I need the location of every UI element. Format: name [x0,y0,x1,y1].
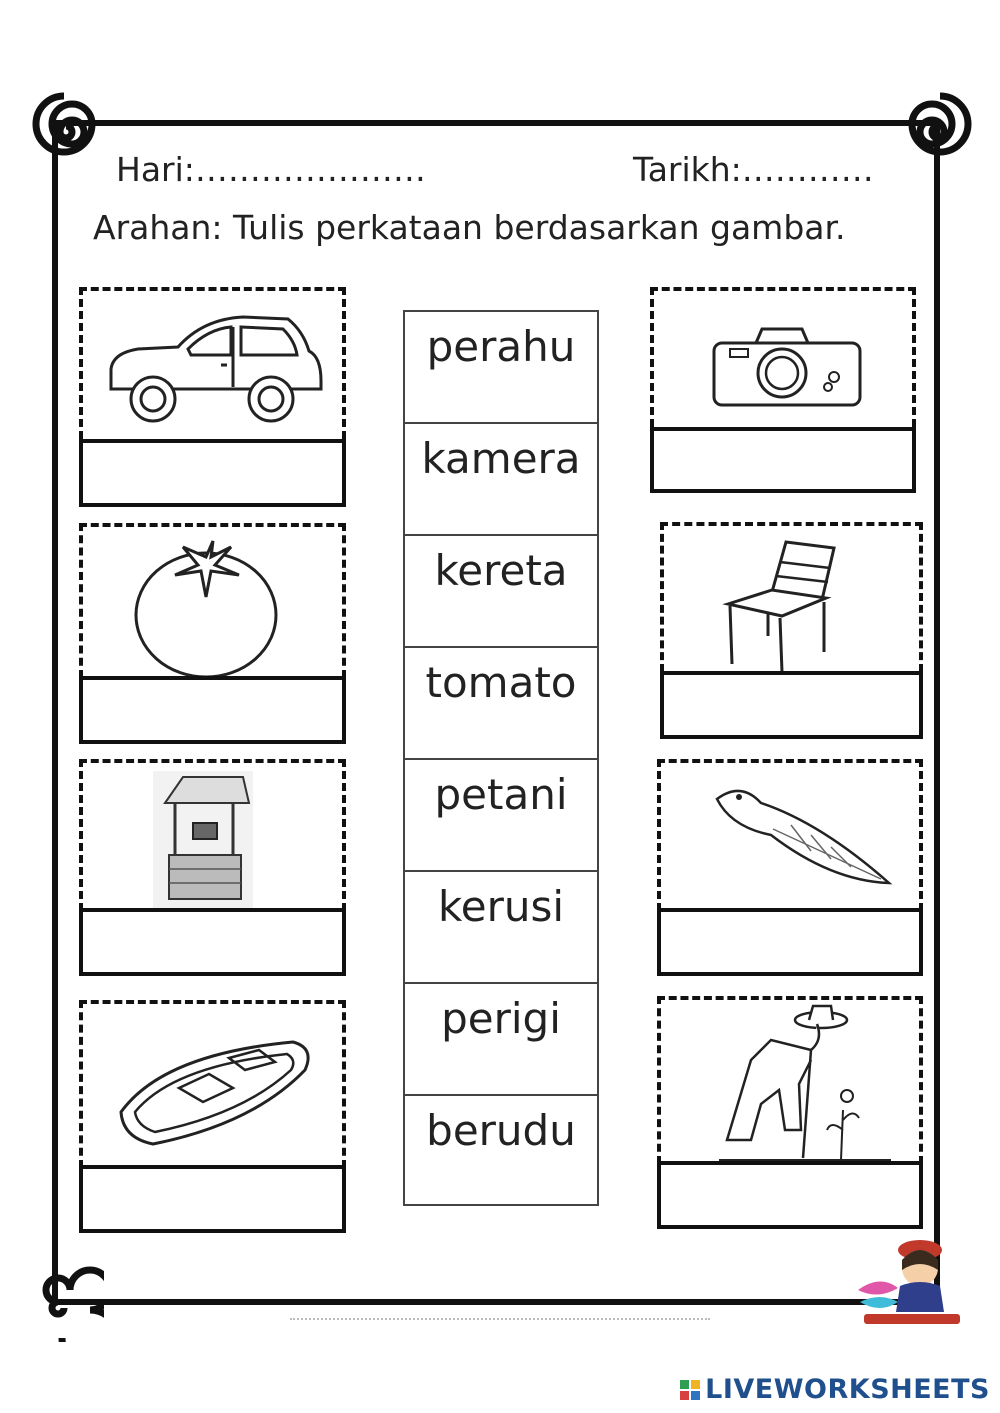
word-bank-item: kerusi [405,872,597,984]
picture-card-boat [79,1000,346,1168]
answer-box-car[interactable] [79,439,346,507]
answer-box-well[interactable] [79,908,346,976]
well-icon [83,763,342,911]
swirl-top-left-icon [26,92,106,172]
boat-icon [83,1004,342,1169]
car-icon [83,291,342,439]
answer-box-tadpole[interactable] [657,908,923,976]
picture-card-farmer [657,996,923,1164]
answer-box-boat[interactable] [79,1165,346,1233]
liveworksheets-wordmark: LIVEWORKSHEETS [705,1374,990,1405]
picture-card-tomato [79,523,346,678]
word-bank-item: petani [405,760,597,872]
chair-icon [664,526,919,672]
date-field: Tarikh:………… [633,150,874,189]
mascot-logo-icon [850,1230,968,1326]
swirl-bottom-left-icon [24,1262,104,1342]
camera-icon [654,291,912,427]
answer-box-chair[interactable] [660,671,923,739]
liveworksheets-grid-icon [680,1380,700,1400]
word-bank-item: perahu [405,312,597,424]
answer-box-farmer[interactable] [657,1161,923,1229]
picture-card-camera [650,287,916,427]
word-bank-item: kamera [405,424,597,536]
word-bank-item: berudu [426,1106,576,1155]
day-field: Hari:………………… [116,150,426,189]
swirl-top-right-icon [898,92,978,172]
liveworksheets-logo[interactable] [680,1374,990,1405]
word-bank-item: kereta [405,536,597,648]
word-bank [403,310,599,1206]
farmer-icon [661,1000,919,1165]
answer-box-camera[interactable] [650,427,916,493]
picture-card-car [79,287,346,439]
footer-divider [290,1318,710,1320]
tadpole-icon [661,763,919,911]
picture-card-chair [660,522,923,672]
instruction-text: Arahan: Tulis perkataan berdasarkan gambar. [93,208,846,247]
tomato-icon [83,527,342,677]
picture-card-tadpole [657,759,923,911]
word-bank-item: tomato [405,648,597,760]
picture-card-well [79,759,346,911]
word-bank-item: perigi [405,984,597,1096]
answer-box-tomato[interactable] [79,676,346,744]
